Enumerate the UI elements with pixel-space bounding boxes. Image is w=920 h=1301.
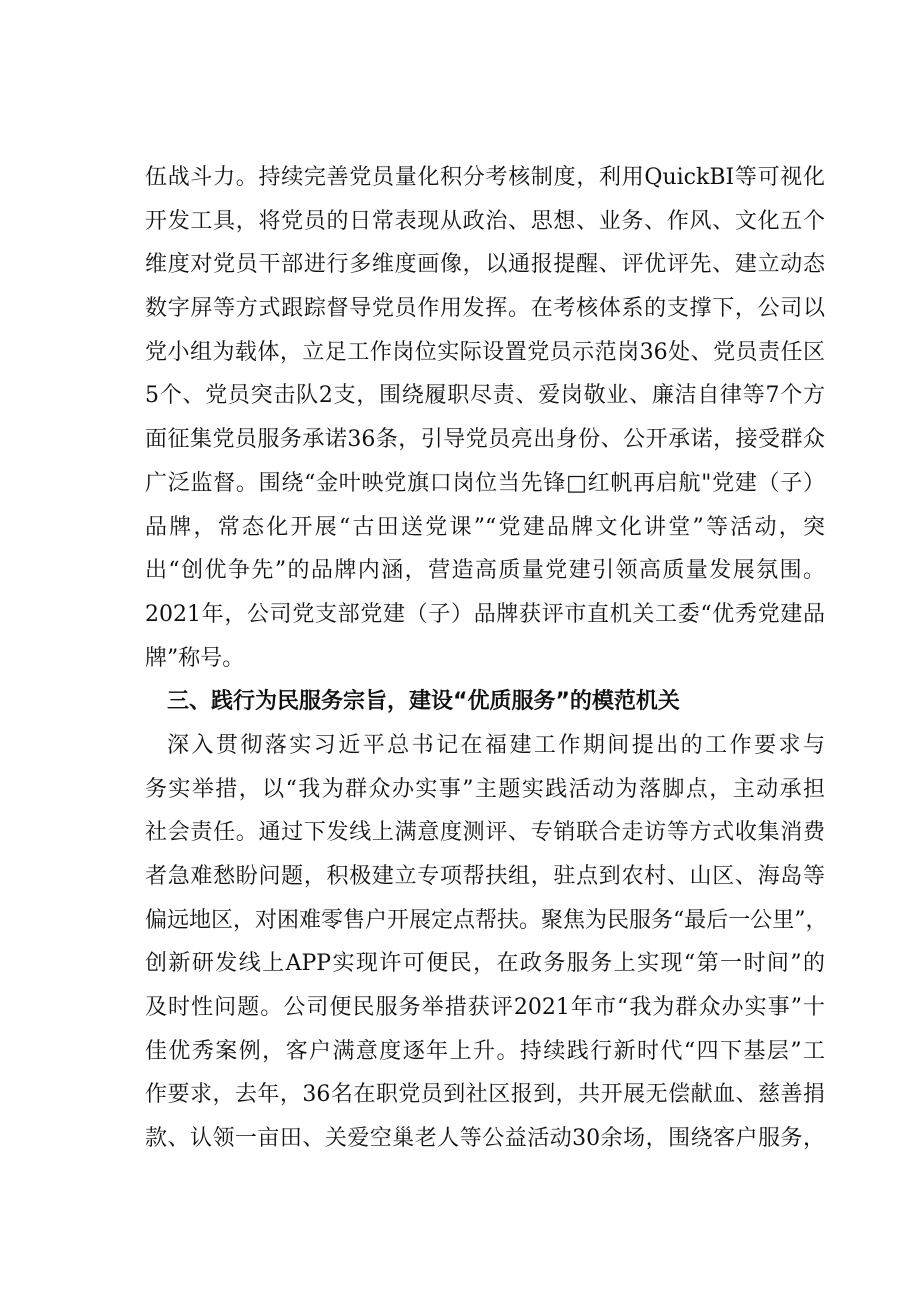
document-page	[145, 156, 828, 1161]
text-line: 者急难愁盼问题，积极建立专项帮扶组，驻点到农村、山区、海岛等	[145, 864, 825, 889]
text-line: 作要求，去年，36名在职党员到社区报到，共开展无偿献血、慈善捐	[145, 1082, 825, 1108]
text-line: 偏远地区，对困难零售户开展定点帮扶。聚焦为民服务“最后一公里”，	[145, 907, 828, 933]
text-line: 伍战斗力。持续完善党员量化积分考核制度，利用QuickBI等可视化	[145, 165, 825, 190]
text-line: 2021年，公司党支部党建（子）品牌获评市直机关工委“优秀党建品	[145, 601, 825, 627]
text-line: 出“创优争先”的品牌内涵，营造高质量党建引领高质量发展氛围。	[145, 558, 825, 584]
text-line: 创新研发线上APP实现许可便民，在政务服务上实现“第一时间”的	[145, 951, 825, 977]
text-line: 务实举措，以“我为群众办实事”主题实践活动为落脚点，主动承担	[145, 776, 825, 802]
text-line: 及时性问题。公司便民服务举措获评2021年市“我为群众办实事”十	[145, 995, 826, 1021]
text-line: 款、认领一亩田、关爱空巢老人等公益活动30余场，围绕客户服务，	[145, 1126, 825, 1152]
text-line: 党小组为载体，立足工作岗位实际设置党员示范岗36处、党员责任区	[145, 339, 825, 365]
text-line: 数字屏等方式跟踪督导党员作用发挥。在考核体系的支撑下，公司以	[145, 296, 825, 322]
text-line: 深入贯彻落实习近平总书记在福建工作期间提出的工作要求与	[167, 732, 825, 758]
section-heading: 三、践行为民服务宗旨，建设“优质服务”的模范机关	[167, 689, 680, 715]
text-line: 品牌，常态化开展“古田送党课”“党建品牌文化讲堂”等活动，突	[145, 514, 825, 540]
text-line: 牌”称号。	[145, 645, 245, 671]
text-line: 佳优秀案例，客户满意度逐年上升。持续践行新时代“四下基层”工	[145, 1038, 825, 1064]
text-line: 社会责任。通过下发线上满意度测评、专销联合走访等方式收集消费	[145, 820, 825, 846]
text-line: 广泛监督。围绕“金叶映党旗口岗位当先锋□红帆再启航"党建（子）	[145, 470, 825, 496]
text-line: 开发工具，将党员的日常表现从政治、思想、业务、作风、文化五个	[145, 208, 825, 234]
text-line: 面征集党员服务承诺36条，引导党员亮出身份、公开承诺，接受群众	[145, 427, 825, 453]
text-line: 5个、党员突击队2支，围绕履职尽责、爱岗敬业、廉洁自律等7个方	[145, 383, 825, 409]
paragraph-public-service	[145, 724, 828, 1161]
text-line: 维度对党员干部进行多维度画像，以通报提醒、评优评先、建立动态	[145, 252, 825, 278]
paragraph-party-building	[145, 156, 825, 680]
